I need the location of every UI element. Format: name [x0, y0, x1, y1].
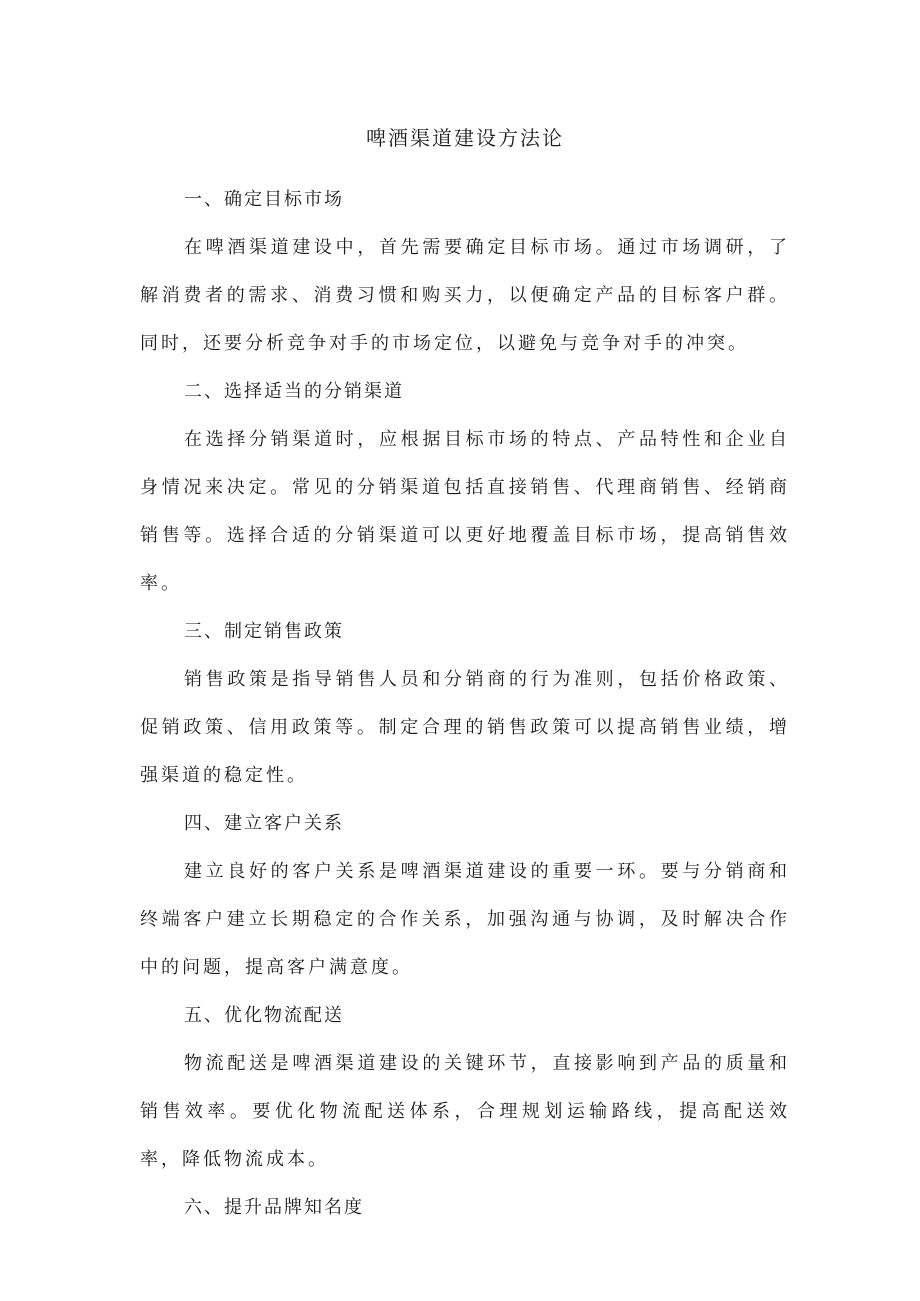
section-5 [140, 992, 790, 1184]
section-heading: 五、优化物流配送 [184, 1005, 344, 1026]
document-page [140, 118, 790, 1232]
section-heading: 四、建立客户关系 [184, 813, 344, 834]
section-heading: 六、提升品牌知名度 [184, 1197, 364, 1218]
section-2 [140, 368, 790, 608]
section-4 [140, 800, 790, 992]
section-paragraph: 销售政策是指导销售人员和分销商的行为准则，包括价格政策、促销政策、信用政策等。制定合理的销售政策可以提高销售业绩，增强渠道的稳定性。 [140, 669, 790, 786]
section-6 [140, 1184, 790, 1232]
document-title: 啤酒渠道建设方法论 [366, 126, 564, 150]
section-heading: 三、制定销售政策 [184, 621, 344, 642]
section-paragraph: 在啤酒渠道建设中，首先需要确定目标市场。通过市场调研，了解消费者的需求、消费习惯和购买力，以便确定产品的目标客户群。同时，还要分析竞争对手的市场定位，以避免与竞争对手的冲突。 [140, 237, 790, 354]
section-paragraph: 物流配送是啤酒渠道建设的关键环节，直接影响到产品的质量和销售效率。要优化物流配送体系，合理规划运输路线，提高配送效率，降低物流成本。 [140, 1053, 790, 1170]
section-heading: 一、确定目标市场 [184, 189, 344, 210]
section-paragraph: 建立良好的客户关系是啤酒渠道建设的重要一环。要与分销商和终端客户建立长期稳定的合作关系，加强沟通与协调，及时解决合作中的问题，提高客户满意度。 [140, 861, 790, 978]
section-3 [140, 608, 790, 800]
section-1 [140, 176, 790, 368]
section-heading: 二、选择适当的分销渠道 [184, 381, 404, 402]
section-paragraph: 在选择分销渠道时，应根据目标市场的特点、产品特性和企业自身情况来决定。常见的分销渠道包括直接销售、代理商销售、经销商销售等。选择合适的分销渠道可以更好地覆盖目标市场，提高销售效率。 [140, 429, 790, 594]
